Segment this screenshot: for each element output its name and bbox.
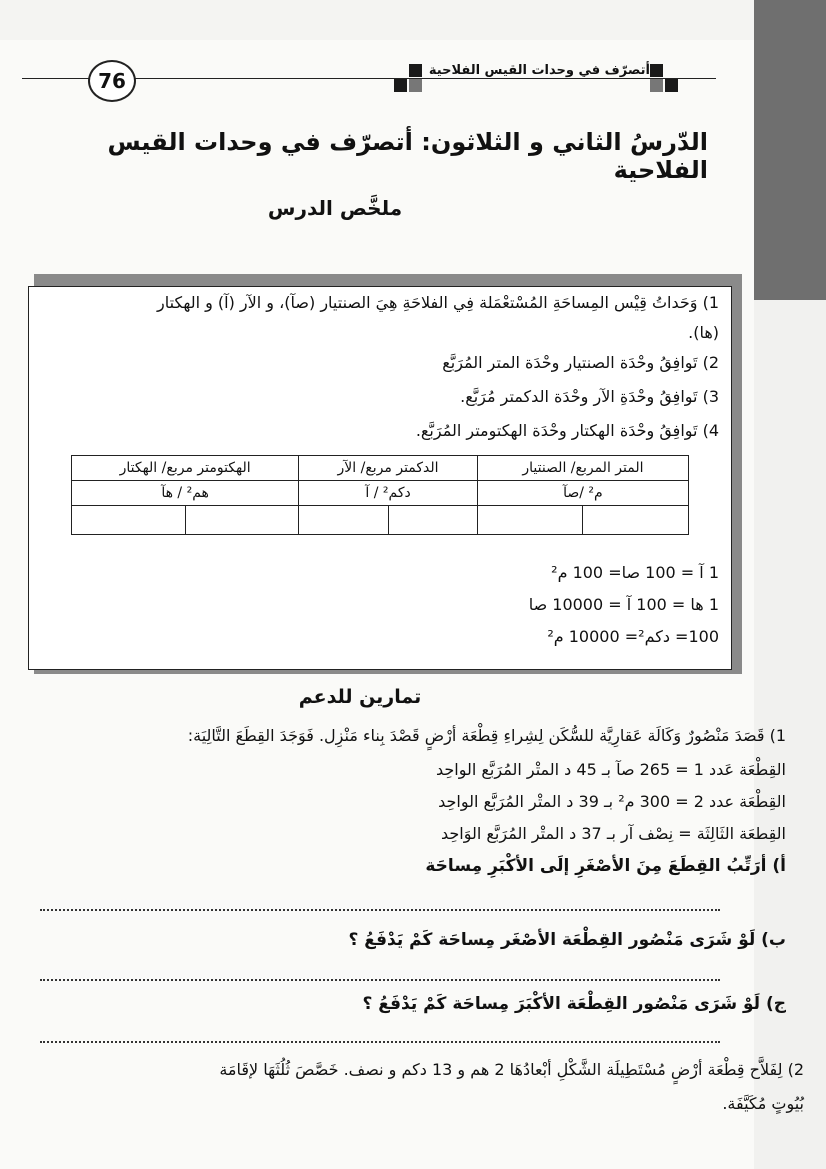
table-unit-cell: دكم² / آ <box>299 481 478 506</box>
table-empty-cell <box>185 506 299 535</box>
summary-box <box>28 286 732 670</box>
table-empty-cell <box>477 506 583 535</box>
answer-dotted-line <box>40 978 720 981</box>
exercise-1-question-c: ج) لَوْ شَرَى مَنْصُور القِطْعَة الأكْبَرَ مِساحَة كَمْ يَدْفَعُ ؟ <box>362 994 786 1014</box>
exercise-1-piece-1: القِطْعَة عَدد 1 = 265 صآ بـ 45 د المتْر المُرَبَّع الواحِد <box>436 760 786 779</box>
summary-point-1-cont: (ها). <box>688 323 719 342</box>
equation-2: 1 ها = 100 آ = 10000 صا <box>528 595 719 614</box>
table-empty-cell <box>388 506 477 535</box>
table-empty-cell <box>583 506 689 535</box>
margin-strip-dark <box>754 0 826 300</box>
summary-point-1: 1) وَحَداتُ قِيْس المِساحَةِ المُسْتعْمَلة فِي الفلاحَةِ هِيَ الصنتيار (صآ)، و الآر (آ) و الهكتار <box>157 293 719 312</box>
page-top-band <box>0 0 754 40</box>
summary-point-4: 4) تَوافِقُ وحْدَة الهكتار وحْدَة الهكتومتر المُرَبَّع. <box>415 421 719 440</box>
header-squares-left-icon <box>394 64 424 94</box>
equation-3: 100= دكم²= 10000 م² <box>547 627 719 646</box>
equation-1: 1 آ = 100 صا= 100 م² <box>551 563 719 582</box>
summary-point-2: 2) تَوافِقُ وحْدَة الصنتيار وحْدَة المتر المُرَبَّع <box>442 353 719 372</box>
exercise-1-intro: 1) قَصَدَ مَنْصُورٌ وَكَالَة عَقارِيَّة للسُّكَن لِشِراءِ قِطْعَة أرْضٍ قَصْدَ بِناء مَنْزِل. فَوَجَدَ القِطَعَ التَّالِيَة: <box>187 726 786 745</box>
running-title: أتصرّف في وحدات القيس الفلاحية <box>428 63 650 78</box>
table-header-cell: الدكمتر مربع/ الآر <box>299 456 478 481</box>
exercise-1-question-b: ب) لَوْ شَرَى مَنْصُور القِطْعَة الأصْغَر مِساحَة كَمْ يَدْفَعُ ؟ <box>348 930 786 950</box>
exercises-heading: تمارين للدعم <box>298 686 422 708</box>
answer-dotted-line <box>40 908 720 911</box>
table-header-row <box>72 456 689 481</box>
table-empty-cell <box>299 506 388 535</box>
exercise-1-piece-2: القِطْعَة عدد 2 = 300 م² بـ 39 د المتْر المُرَبَّع الواحِد <box>438 792 786 811</box>
summary-heading: ملخَّص الدرس <box>267 196 403 220</box>
table-units-row <box>72 481 689 506</box>
table-header-cell: المتر المربع/ الصنتيار <box>477 456 688 481</box>
header-squares-icon <box>650 64 680 94</box>
table-unit-cell: هم² / هآ <box>72 481 299 506</box>
page-number: 76 <box>88 60 136 102</box>
exercise-1-question-a: أ) أرَتِّبُ القِطَعَ مِنَ الأصْغَرِ إلَى الأكْبَرِ مِساحَة <box>425 856 786 876</box>
units-table <box>71 455 689 535</box>
table-header-cell: الهكتومتر مربع/ الهكتار <box>72 456 299 481</box>
summary-point-3: 3) تَوافِقُ وحْدَةِ الآر وحْدَة الدكمتر مُرَبَّع. <box>460 387 719 406</box>
exercise-1-piece-3: القِطعَة الثَالِثَة = نِصْف آر بـ 37 د المتْر المُرَبَّع الوَاحِد <box>440 824 786 843</box>
exercise-2-line-2: بُيُوتٍ مُكَيَّفَة. <box>722 1094 804 1113</box>
table-unit-cell: م² /صآ <box>477 481 688 506</box>
answer-dotted-line <box>40 1040 720 1043</box>
table-empty-cell <box>72 506 186 535</box>
lesson-title: الدّرسُ الثاني و الثلاثون: أتصرّف في وحدات القيس الفلاحية <box>107 128 708 184</box>
exercise-2-line-1: 2) لِفَلاَّح قِطْعَة أرْضٍ مُسْتَطِيلَة الشَّكْلِ أبْعادُهَا 2 هم و 13 دكم و نصف. خَصَّصَ ثُلُثَهَا لإقَامَة <box>219 1060 804 1079</box>
table-empty-row <box>72 506 689 535</box>
